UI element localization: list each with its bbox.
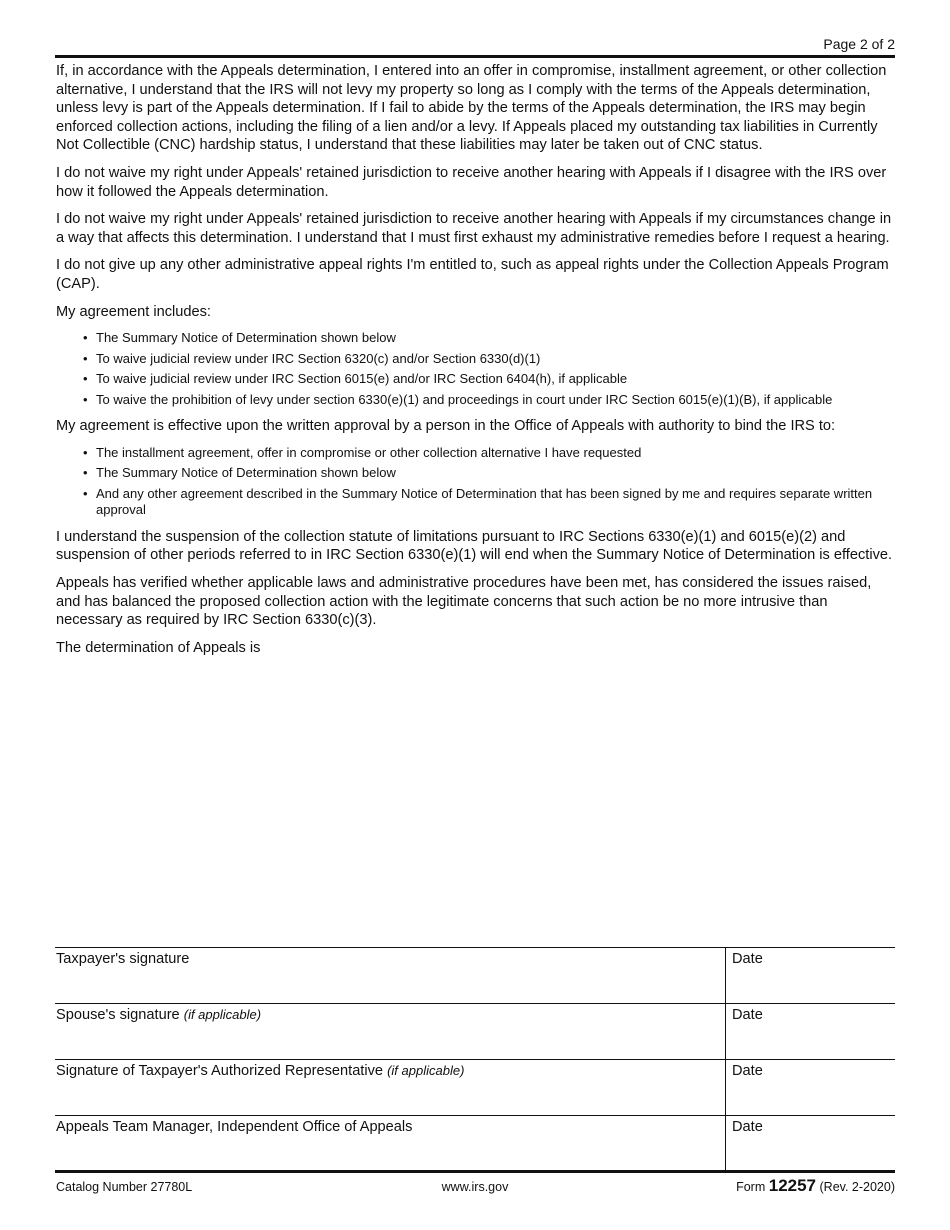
catalog-number: Catalog Number 27780L (56, 1180, 193, 1194)
bottom-divider (55, 1170, 895, 1173)
signature-row-spouse[interactable] (55, 1003, 895, 1059)
date-label: Date (732, 951, 763, 967)
list-item: • To waive judicial review under IRC Section 6015(e) and/or IRC Section 6404(h), if applicable (56, 371, 896, 388)
signature-row-taxpayer[interactable] (55, 947, 895, 1003)
footer (55, 1176, 895, 1200)
signature-label: Spouse's signature (if applicable) (56, 1007, 262, 1023)
agreement-includes-intro: My agreement includes: (56, 303, 211, 320)
top-divider (55, 55, 895, 58)
form-id: Form 12257 (Rev. 2-2020) (736, 1176, 895, 1195)
signature-row-appeals-manager[interactable] (55, 1115, 895, 1171)
paragraph-retained-jurisdiction-disagree: I do not waive my right under Appeals' retained jurisdiction to receive another hearing with Appeals if I disagree with the IRS over how it followed the Appeals determination. (56, 164, 887, 200)
date-label: Date (732, 1063, 763, 1079)
signature-row-representative[interactable] (55, 1059, 895, 1115)
signature-block (55, 947, 895, 1171)
agreement-includes-list (56, 330, 896, 408)
paragraph-retained-jurisdiction-circumstances: I do not waive my right under Appeals' retained jurisdiction to receive another hearing with Appeals if my circumstances change in a way that affects this determination. I understand that I must first exhaust my administrative remedies before I request a hearing. (56, 211, 892, 246)
list-item: • The Summary Notice of Determination shown below (56, 465, 896, 482)
signature-label: Appeals Team Manager, Independent Office of Appeals (56, 1119, 413, 1135)
date-cell[interactable] (725, 1116, 763, 1171)
agreement-effective-list (56, 445, 896, 519)
list-item: • To waive the prohibition of levy under section 6330(e)(1) and proceedings in court under IRC Section 6015(e)(1)(B), if applicable (56, 392, 896, 409)
list-item: • To waive judicial review under IRC Section 6320(c) and/or Section 6330(d)(1) (56, 351, 896, 368)
form-body (56, 62, 896, 666)
date-label: Date (732, 1007, 763, 1023)
list-item: • The Summary Notice of Determination shown below (56, 330, 896, 347)
paragraph-statute-suspension: I understand the suspension of the collection statute of limitations pursuant to IRC Sections 6330(e)(1) and 6015(e)(2) and suspension of other periods referred to in IRC Section 6330(e)(1) will end when the Summary Notice of Determination is effective. (56, 528, 893, 564)
signature-label: Signature of Taxpayer's Authorized Representative (if applicable) (56, 1063, 465, 1079)
website-link[interactable]: www.irs.gov (441, 1180, 509, 1194)
date-cell[interactable] (725, 1060, 763, 1115)
list-item: • The installment agreement, offer in compromise or other collection alternative I have requested (56, 445, 896, 462)
list-item: • And any other agreement described in the Summary Notice of Determination that has been signed by me and requires separate written approval (56, 486, 896, 519)
signature-label: Taxpayer's signature (56, 951, 190, 967)
date-label: Date (732, 1119, 763, 1135)
paragraph-appeal-rights: I do not give up any other administrative appeal rights I'm entitled to, such as appeal rights under the Collection Appeals Program (CAP). (56, 257, 889, 292)
date-cell[interactable] (725, 1004, 763, 1059)
paragraph-compliance: If, in accordance with the Appeals determination, I entered into an offer in compromise, installment agreement, or other collection alternative, I understand that the IRS will not levy my property so long as I comply with the terms of the Appeals determination, unless levy is part of the Appeals determination. If I fail to abide by the terms of the Appeals determination, the IRS may begin enforced collection actions, including the filing of a lien and/or a levy. If Appeals placed my outstanding tax liabilities in Currently Not Collectible (CNC) hardship status, I understand that these liabilities may later be taken out of CNC status. (56, 63, 887, 154)
date-cell[interactable] (725, 948, 763, 1003)
determination-label: The determination of Appeals is (56, 639, 261, 656)
paragraph-appeals-verification: Appeals has verified whether applicable laws and administrative procedures have been met, has considered the issues raised, and has balanced the proposed collection action with the legitimate concerns that such action be no more intrusive than necessary as required by IRC Section 6330(c)(3). (56, 574, 872, 629)
page-number: Page 2 of 2 (823, 36, 895, 52)
agreement-effective-intro: My agreement is effective upon the written approval by a person in the Office of Appeals with authority to bind the IRS to: (56, 418, 836, 435)
